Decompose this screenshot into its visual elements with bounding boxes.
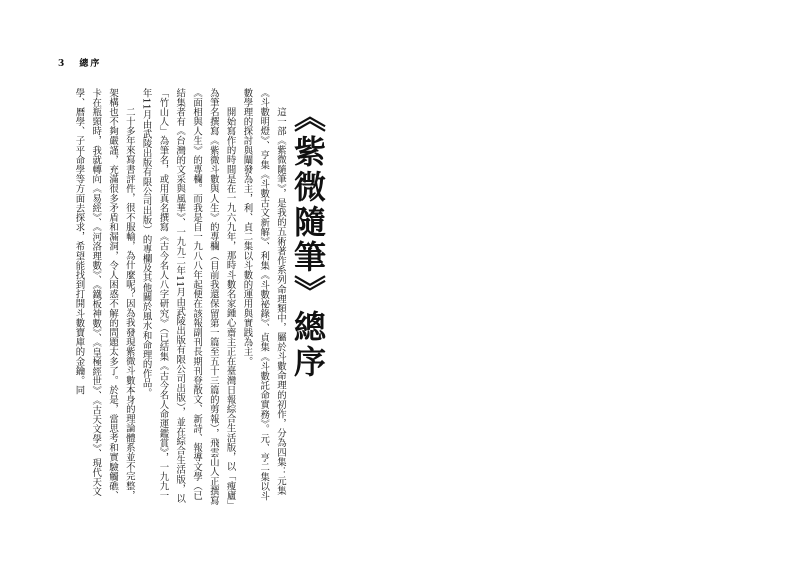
paragraph-2: 開始寫作的時間是在一九六九年，那時斗數名家鍾心齋主正在臺灣日報綜合生活版，以「瘦廬」為筆名撰寫《紫微斗數與人生》的專欄（目前我還保留第一篇至五十三篇的剪報），飛雲山人正撰寫《面相與人生》的專欄。而我是自一九八八年起便在該報副刊長期刊登散文、新詩、報導文學（已結集者有《台灣的文采與風華》、一九九二年11月由武陵出版有限公司出版），並在綜合生活版，以「竹山人」為筆名，或用真名撰寫《古今名人八字研究》（已結集《古今名人命運鑑賞》，一九九一年11月由武陵出版有限公司出版）的專欄及其他關於風水和命理的作品。: [140, 88, 236, 506]
page-header: [58, 56, 101, 69]
book-title: 《紫微隨筆》: [289, 100, 327, 310]
running-header: 總序: [79, 59, 102, 69]
paragraph-3: 二十多年來寫書評件，很不服輸，為什麼呢？因為我發現紫微斗數本身的理論體系並不完整，架構也不夠嚴謹，充滿很多矛盾和漏洞，令人困惑不解的問題太多了。於是，當思考和實驗觸礁、卡在瓶頸時，我就轉向《易經》、《河洛理數》、《鐵板神數》、《皇極經世》、《古天文學》、現代天文學、曆學、子平命學等方面去探求，希望能找到打開斗數寶庫的金鑰。同: [73, 88, 135, 501]
page-number: 3: [58, 59, 67, 69]
paragraph-1: 這一部《紫微隨筆》，是我的五術著作系列命理類中，屬於斗數命理的初作，分為四集：元集《斗數明燈》、亨集《斗數古文新解》、利集《斗數祕錄》、貞集《斗數託命實務》。元、亨二集以斗數學理的探討與闡發為主，利、貞二集以斗數的運用與實践為主。: [241, 88, 286, 501]
page-title: [289, 100, 327, 380]
title-suffix: 總序: [289, 310, 327, 380]
body-text: [42, 88, 288, 508]
